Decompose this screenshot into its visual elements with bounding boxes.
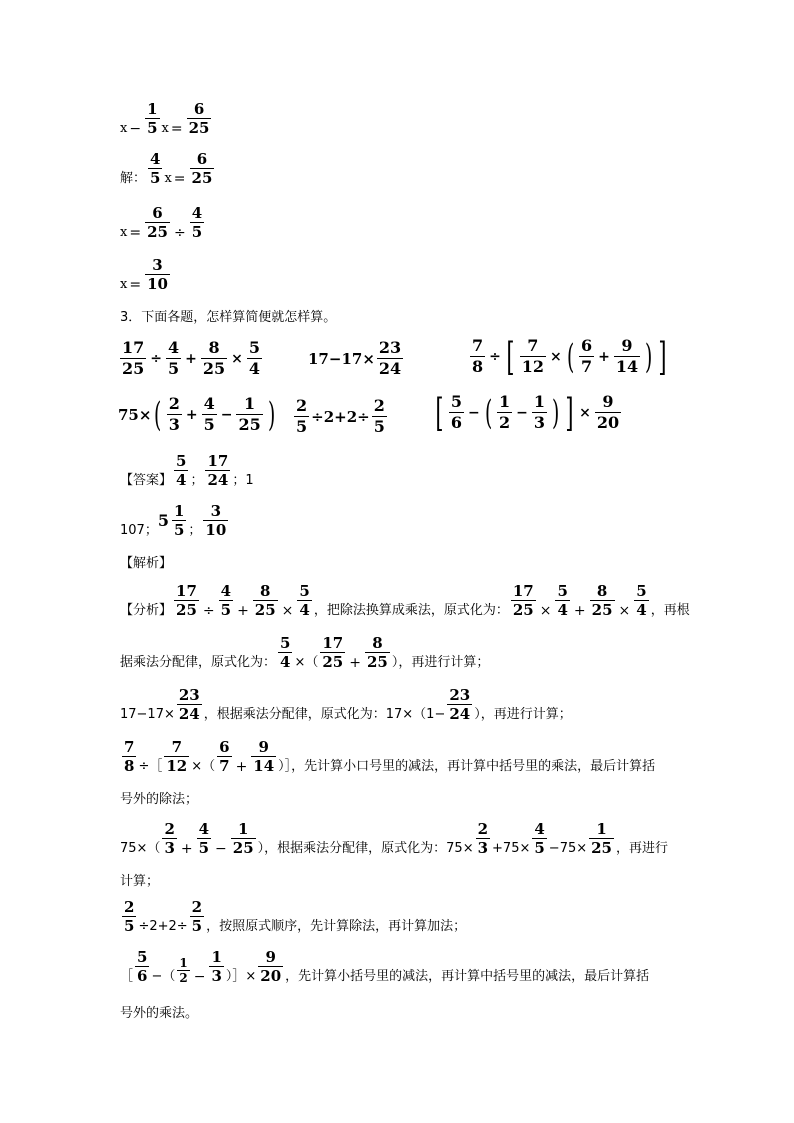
equals-sign: =: [170, 121, 183, 137]
analysis-line-1: 【分析】 $\frac{17}{25}$ ÷ $\frac{4}{5}$ + $\frac{8}{25}$ × $\frac{5}{4}$ ，把除法换算成乘法，原式化为： $\frac{17}{25}$ × $\frac{5}{4}$ + $\frac{8}{25}$ × $\frac{5}{4}$ ，再根: [120, 582, 690, 619]
answer-line-2: 107； 5 1 5 ； 3 10: [120, 502, 227, 539]
analysis-line-2: 据乘法分配律，原式化为： $\frac{5}{4}$ ×（ 17 25 + $\frac{8}{25}$ ），再进行计算；: [120, 634, 490, 671]
var-x: x: [120, 225, 128, 240]
problem-4: 75× ( 2 3 + $\frac{4}{5}$ − $\frac{1}{25}$ ): [118, 394, 276, 435]
equation-line-3: [120, 204, 206, 241]
equals-sign: =: [173, 171, 186, 187]
problem-6: [ 5 6 − ( 1 2 − $\frac{1}{3}$ ) ] × $\frac{9}{20}$: [435, 390, 620, 435]
analysis-line-3: 17−17× $\frac{23}{24}$ ，根据乘法分配律，原式化为：17×（1− $\frac{23}{24}$ ），再进行计算；: [120, 686, 572, 723]
var-x: x: [164, 171, 172, 186]
answer-line-1: 【答案】 5 4 ； 17 24 ；1: [120, 452, 254, 489]
fraction: $\frac{6}{25}$: [147, 204, 168, 241]
var-x: x: [120, 277, 128, 292]
var-x: x: [120, 121, 128, 136]
analysis-label: 【解析】: [120, 556, 173, 571]
problem-5: $\frac{2}{5}$ ÷2+2÷ $\frac{2}{5}$: [296, 396, 385, 436]
analysis-line-7: ［ 5 6 −（ 1 2 − $\frac{1}{3}$ ）］× $\frac{9}{20}$ ，先计算小括号里的减法，再计算中括号里的减法，最后计算括: [120, 948, 650, 985]
analysis-line-4: $\frac{7}{8}$ ÷［ $\frac{7}{12}$ ×（ 6 7 + $\frac{9}{14}$ ）］，先计算小口号里的减法，再计算中括号里的乘法，最后计算括: [124, 738, 656, 775]
analysis-line-7b: 号外的乘法。: [120, 1006, 199, 1021]
fraction: $\frac{4}{5}$: [191, 204, 203, 241]
fraction: $\frac{6}{25}$: [188, 100, 210, 137]
divide-sign: ÷: [173, 225, 186, 241]
equation-line-1: [120, 100, 213, 137]
equation-line-4: [120, 256, 172, 293]
problem-2: 17−17× $\frac{23}{24}$: [308, 338, 402, 378]
fraction: $\frac{1}{5}$: [147, 100, 158, 137]
equals-sign: =: [129, 277, 142, 293]
minus-sign: −: [129, 121, 142, 137]
fraction: 4 5: [150, 150, 161, 187]
answer-label: 【答案】: [120, 473, 173, 488]
var-x: x: [161, 121, 169, 136]
analysis-line-5: 75×（ 2 3 + $\frac{4}{5}$ − $\frac{1}{25}$ ），根据乘法分配律，原式化为：75× $\frac{2}{3}$ +75× $\frac{4}{5}$ −75× $\frac{1}{25}$ ，再进行: [120, 820, 669, 857]
problem-3: $\frac{7}{8}$ ÷ [ $\frac{7}{12}$ × ( 6 7 + $\frac{9}{14}$ ) ]: [472, 334, 667, 379]
analysis-line-5b: 计算；: [120, 874, 160, 889]
mixed-number: 5 1 5: [157, 502, 185, 539]
analysis-line-4b: 号外的除法；: [120, 792, 199, 807]
equals-sign: =: [129, 225, 142, 241]
fraction: $\frac{6}{25}$: [191, 150, 213, 187]
solution-label: 解：: [120, 171, 147, 186]
analysis-line-6: $\frac{2}{5}$ ÷2+2÷ $\frac{2}{5}$ ，按照原式顺序，先计算除法，再计算加法；: [124, 898, 467, 935]
fraction: $\frac{3}{10}$: [147, 256, 168, 293]
problem-1: $\frac{17}{25}$ ÷ $\frac{4}{5}$ + $\frac{8}{25}$ × $\frac{5}{4}$: [122, 338, 261, 378]
question-title: 3．下面各题，怎样算简便就怎样算。: [120, 310, 337, 325]
equation-line-2: [120, 150, 216, 187]
